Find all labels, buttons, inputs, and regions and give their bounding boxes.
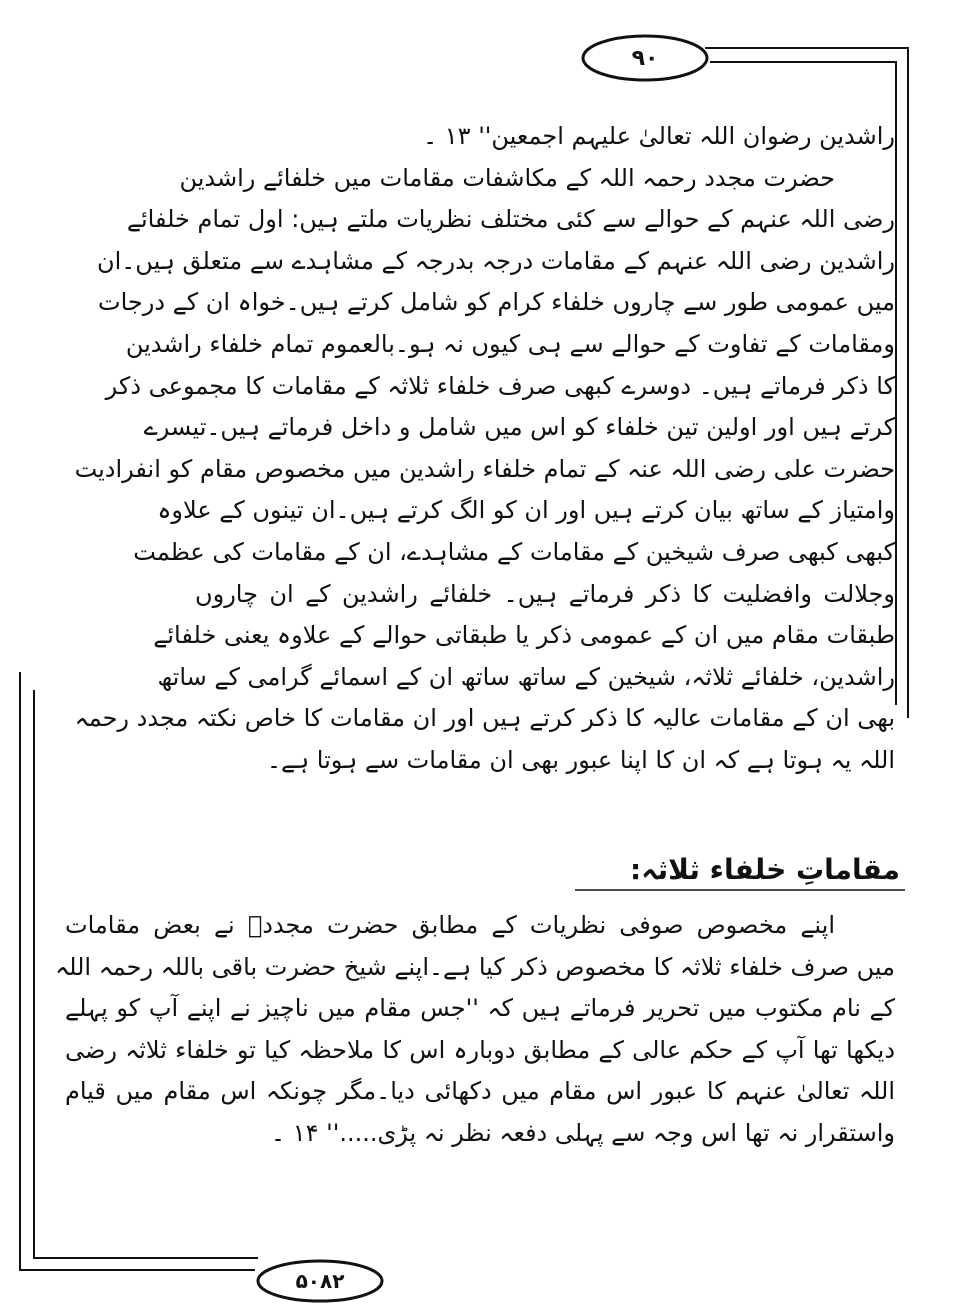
text-line: حضرت علی رضی اللہ عنہ کے تمام خلفاء راشدین میں مخصوص مقام کو انفرادیت <box>74 454 895 483</box>
text-line: بھی ان کے مقامات عالیہ کا ذکر کرتے ہیں اور ان مقامات کا خاص نکتہ مجدد رحمہ <box>74 704 895 733</box>
text-line: طبقات مقام میں ان کے عمومی ذکر یا طبقاتی حوالے کے علاوہ یعنی خلفائے <box>153 621 895 650</box>
section-paragraph <box>55 905 895 1155</box>
text-line: وامتیاز کے ساتھ بیان کرتے ہیں اور ان کو الگ کرتے ہیں۔ان تینوں کے علاوہ <box>157 496 895 525</box>
text-line: دیکھا تھا آپ کے حکم عالی کے مطابق دوبارہ اس کا ملاحظہ کیا تو خلفاء ثلاثہ رضی <box>65 1035 895 1064</box>
text-line: میں عمومی طور سے چاروں خلفاء کرام کو شامل کرتے ہیں۔خواہ ان کے درجات <box>97 288 895 317</box>
main-paragraph <box>74 116 895 782</box>
text-line: کا ذکر فرماتے ہیں۔ دوسرے کبھی صرف خلفاء ثلاثہ کے مقامات کا مجموعی ذکر <box>105 371 895 400</box>
page-number-bottom: ۵۰۸۲ <box>295 1269 345 1293</box>
text-line: وجلالت وافضلیت کا ذکر فرماتے ہیں۔ خلفائے راشدین کے ان چاروں <box>195 579 895 608</box>
text-line: ومقامات کے تفاوت کے حوالے سے ہی کیوں نہ ہو۔بالعموم تمام خلفاء راشدین <box>125 329 895 358</box>
text-line: کے نام مکتوب میں تحریر فرماتے ہیں کہ ''جس مقام میں ناچیز نے اپنے آپ کو پہلے <box>65 994 895 1023</box>
text-line: رضی اللہ عنہم کے حوالے سے کئی مختلف نظریات ملتے ہیں: اول تمام خلفائے <box>126 205 895 234</box>
text-line: میں صرف خلفاء ثلاثہ کا مخصوص ذکر کیا ہے۔اپنے شیخ حضرت باقی باللہ رحمہ اللہ <box>55 952 895 981</box>
text-line: اللہ یہ ہوتا ہے کہ ان کا اپنا عبور بھی ان مقامات سے ہوتا ہے۔ <box>266 745 895 774</box>
text-line: راشدین، خلفائے ثلاثہ، شیخین کے ساتھ ساتھ ان کے اسمائے گرامی کے ساتھ <box>157 662 895 691</box>
text-line: اللہ تعالیٰ عنہم کا عبور اس مقام میں دکھائی دیا۔مگر چونکہ اس مقام میں قیام <box>65 1077 895 1106</box>
text-line: حضرت مجدد رحمہ اللہ کے مکاشفات مقامات میں خلفائے راشدین <box>179 163 835 192</box>
text-line: راشدین رضی اللہ عنہم کے مقامات درجہ بدرجہ کے مشاہدے سے متعلق ہیں۔ان <box>96 246 895 275</box>
text-line: واستقرار نہ تھا اس وجہ سے پہلی دفعہ نظر نہ پڑی.....'' ۱۴ ۔ <box>271 1118 895 1147</box>
text-line: کرتے ہیں اور اولین تین خلفاء کو اس میں شامل و داخل فرماتے ہیں۔تیسرے <box>143 413 895 442</box>
text-line: اپنے مخصوص صوفی نظریات کے مطابق حضرت مجددؒ نے بعض مقامات <box>65 911 835 939</box>
text-line: کبھی کبھی صرف شیخین کے مقامات کے مشاہدے، ان کے مقامات کی عظمت <box>133 537 895 566</box>
text-line: راشدین رضوان اللہ تعالیٰ علیہم اجمعین'' ۱۳ ۔ <box>423 122 895 150</box>
section-heading: مقاماتِ خلفاء ثلاثہ: <box>630 853 900 886</box>
page-number-top: ۹۰ <box>631 45 659 71</box>
